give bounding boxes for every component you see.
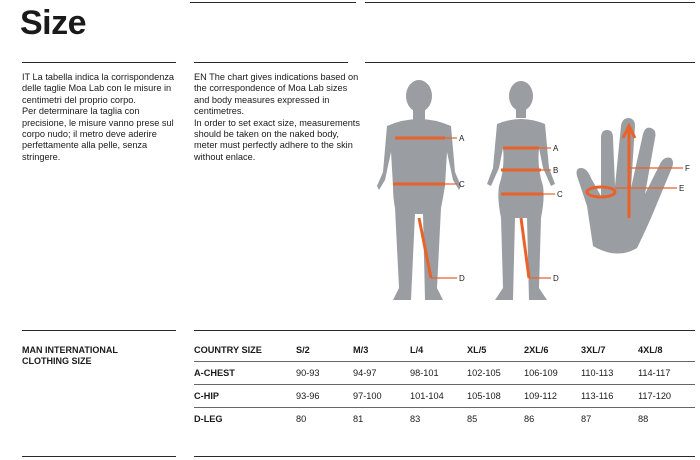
label-c-woman: C (557, 190, 563, 199)
table-cell: 101-104 (410, 385, 467, 408)
top-rule (190, 2, 356, 3)
man-silhouette (377, 80, 461, 300)
row-header: D-LEG (194, 414, 223, 424)
english-paragraph: In order to set exact size, measurements should be taken on the naked body, meter must perfectly adhere to the skin without enlace. (194, 117, 360, 162)
label-d-woman: D (553, 274, 559, 283)
table-cell: 114-117 (638, 362, 695, 385)
table-cell: 98-101 (410, 362, 467, 385)
hand-silhouette (577, 118, 674, 254)
italian-paragraph: Per determinare la taglia con precisione, le misure vanno prese sul corpo nudo; il metro deve aderire perfettamente alla pelle, senza stringere. (22, 106, 174, 162)
label-a-man: A (459, 134, 465, 143)
section-rule (22, 330, 176, 331)
column-header: 4XL/8 (638, 339, 695, 362)
column-header: COUNTRY SIZE (194, 339, 296, 362)
section-rule (194, 62, 348, 63)
measurement-figure (365, 68, 695, 318)
column-header: 2XL/6 (524, 339, 581, 362)
table-row (194, 408, 695, 431)
table-cell: 90-93 (296, 362, 353, 385)
bottom-rule (194, 456, 695, 457)
table-cell: 102-105 (467, 362, 524, 385)
table-row (194, 362, 695, 385)
page-title: Size (20, 4, 87, 42)
table-cell: 117-120 (638, 385, 695, 408)
table-cell: 85 (467, 414, 478, 424)
section-rule (194, 330, 695, 331)
table-cell: 87 (581, 414, 592, 424)
column-header: L/4 (410, 339, 467, 362)
table-cell: 88 (638, 414, 649, 424)
table-cell: 81 (353, 414, 364, 424)
label-b-woman: B (553, 166, 559, 175)
label-a-woman: A (553, 144, 559, 153)
table-cell: 106-109 (524, 362, 581, 385)
column-header: M/3 (353, 339, 410, 362)
section-rule (365, 62, 695, 63)
table-cell: 86 (524, 414, 535, 424)
label-d-man: D (459, 274, 465, 283)
table-cell: 80 (296, 414, 307, 424)
row-header: A-CHEST (194, 362, 296, 385)
table-cell: 110-113 (581, 362, 638, 385)
italian-paragraph: IT La tabella indica la corrispondenza delle taglie Moa Lab con le misure in centimetri del proprio corpo. (22, 72, 175, 105)
label-e-hand: E (679, 184, 685, 193)
table-cell: 113-116 (581, 385, 638, 408)
english-paragraph: EN The chart gives indications based on the correspondence of Moa Lab sizes and body measures expressed in centimetres. (194, 72, 359, 117)
table-cell: 83 (410, 414, 421, 424)
table-cell: 109-112 (524, 385, 581, 408)
english-instructions (194, 72, 360, 163)
label-c-man: C (459, 180, 465, 189)
table-cell: 105-108 (467, 385, 524, 408)
top-rule (365, 2, 695, 3)
size-table (194, 339, 695, 430)
bottom-rule (22, 456, 176, 457)
label-f-hand: F (685, 164, 690, 173)
table-cell: 94-97 (353, 362, 410, 385)
table-cell: 97-100 (353, 385, 410, 408)
row-header: C-HIP (194, 385, 296, 408)
italian-instructions (22, 72, 176, 163)
table-header-row (194, 339, 695, 362)
column-header: XL/5 (467, 339, 524, 362)
section-label: MAN INTERNATIONAL CLOTHING SIZE (22, 345, 118, 366)
column-header: 3XL/7 (581, 339, 638, 362)
table-cell: 93-96 (296, 385, 353, 408)
table-row (194, 385, 695, 408)
woman-silhouette (487, 81, 555, 300)
column-header: S/2 (296, 339, 353, 362)
section-rule (22, 62, 176, 63)
